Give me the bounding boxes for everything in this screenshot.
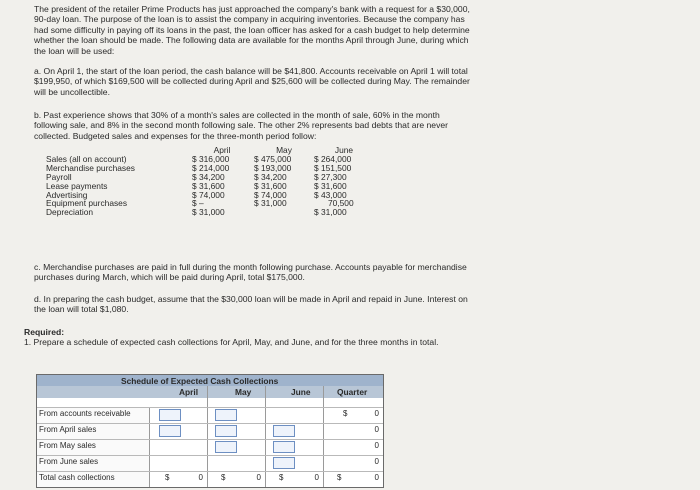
june-from-april-input[interactable] (273, 425, 295, 437)
budget-cell: $ 27,300 (314, 171, 347, 182)
row-label: From accounts receivable (39, 409, 131, 418)
schedule-title: Schedule of Expected Cash Collections (121, 376, 279, 386)
total-quarter: 0 (374, 473, 379, 482)
schedule-header-quarter: Quarter (337, 387, 368, 397)
row-label: From June sales (39, 457, 99, 466)
required-text: 1. Prepare a schedule of expected cash collections for April, May, and June, and for the three months in total. (24, 337, 439, 348)
item-c: c. Merchandise purchases are paid in full during the month following purchase. Accounts payable for merchandise purchases during March, which will be paid during April, total $175,000. (34, 262, 467, 283)
quarter-value: 0 (374, 425, 379, 434)
budget-cell: $ 31,600 (192, 180, 225, 191)
budget-labels (46, 146, 186, 217)
budget-label: Payroll (46, 171, 72, 182)
budget-col-june (314, 146, 374, 217)
budget-header: June (334, 145, 354, 155)
april-from-ar-input[interactable] (159, 409, 181, 421)
budget-cell: $ 43,000 (314, 189, 347, 200)
quarter-value: 0 (374, 409, 379, 418)
may-from-ar-input[interactable] (215, 409, 237, 421)
quarter-value: 0 (374, 457, 379, 466)
schedule-header-april: April (179, 387, 199, 397)
budget-cell: $ – (192, 198, 204, 209)
budget-cell: $ 34,200 (192, 171, 225, 182)
item-d: d. In preparing the cash budget, assume that the $30,000 loan will be made in April and repaid in June. Interest on the loan will total $1,080. (34, 294, 468, 315)
total-april: 0 (198, 473, 203, 482)
currency-symbol: $ (279, 473, 284, 482)
budget-label: Equipment purchases (46, 198, 128, 209)
budget-cell: $ 74,000 (192, 189, 225, 200)
budget-header: May (276, 145, 292, 155)
budget-cell: $ 31,000 (254, 198, 287, 209)
schedule-header-may: May (235, 387, 252, 397)
budget-col-may (254, 146, 314, 208)
budget-cell: $ 31,000 (314, 207, 347, 218)
schedule-row (37, 439, 383, 452)
budget-cell: $ 193,000 (254, 162, 292, 173)
schedule-header-june: June (291, 387, 311, 397)
june-from-may-input[interactable] (273, 441, 295, 453)
budget-header: April (213, 145, 231, 155)
budget-label: Lease payments (46, 180, 108, 191)
budget-label: Depreciation (46, 207, 94, 218)
april-from-april-input[interactable] (159, 425, 181, 437)
quarter-value: 0 (374, 441, 379, 450)
budget-label: Advertising (46, 189, 88, 200)
budget-cell: $ 475,000 (254, 153, 292, 164)
schedule-row (37, 423, 383, 436)
currency-symbol: $ (337, 473, 342, 482)
budget-col-april (192, 146, 252, 217)
cash-collections-schedule (36, 374, 384, 488)
schedule-total-row (37, 471, 383, 486)
budget-label: Merchandise purchases (46, 162, 135, 173)
required-label: Required: (24, 327, 65, 337)
budget-cell: $ 34,200 (254, 171, 287, 182)
may-from-may-input[interactable] (215, 441, 237, 453)
budget-cell: $ 31,000 (192, 207, 225, 218)
total-label: Total cash collections (39, 473, 115, 482)
budget-cell: $ 264,000 (314, 153, 352, 164)
budget-cell: $ 316,000 (192, 153, 230, 164)
required-section (24, 327, 464, 348)
row-label: From May sales (39, 441, 96, 450)
budget-cell: $ 214,000 (192, 162, 230, 173)
schedule-row (37, 407, 383, 420)
total-may: 0 (256, 473, 261, 482)
currency-symbol: $ (221, 473, 226, 482)
item-a: a. On April 1, the start of the loan period, the cash balance will be $41,800. Accounts receivable on April 1 will total $199,950, of which $169,500 will be collected during April and $25,600 will be collected during May. The remainder will be uncollectible. (34, 66, 470, 97)
total-june: 0 (314, 473, 319, 482)
budget-cell: $ 31,600 (254, 180, 287, 191)
schedule-row (37, 455, 383, 468)
schedule-header-row (37, 386, 383, 398)
may-from-april-input[interactable] (215, 425, 237, 437)
currency-symbol: $ (165, 473, 170, 482)
budget-cell: $ 151,500 (314, 162, 352, 173)
june-from-june-input[interactable] (273, 457, 295, 469)
row-label: From April sales (39, 425, 97, 434)
item-b: b. Past experience shows that 30% of a month's sales are collected in the month of sale, 60% in the month following sale, and 8% in the second month following sale. The other 2% represents bad debts that are never collected. Budgeted sales and expenses for the three-month period follow: (34, 110, 449, 141)
budget-label: Sales (all on account) (46, 153, 127, 164)
budget-cell: $ 31,600 (314, 180, 347, 191)
budget-cell: 70,500 (328, 198, 354, 209)
budget-cell: $ 74,000 (254, 189, 287, 200)
problem-intro: The president of the retailer Prime Products has just approached the company's bank with a request for a $30,000, 90-day loan. The purpose of the loan is to assist the company in acquiring inventories. Because the company has had some difficulty in paying off its loans in the past, the loan officer has asked for a cash budget to help determine whether the loan should be made. The following data are available for the months April through June, during which the loan will be used: (34, 4, 470, 56)
currency-symbol: $ (343, 409, 348, 418)
